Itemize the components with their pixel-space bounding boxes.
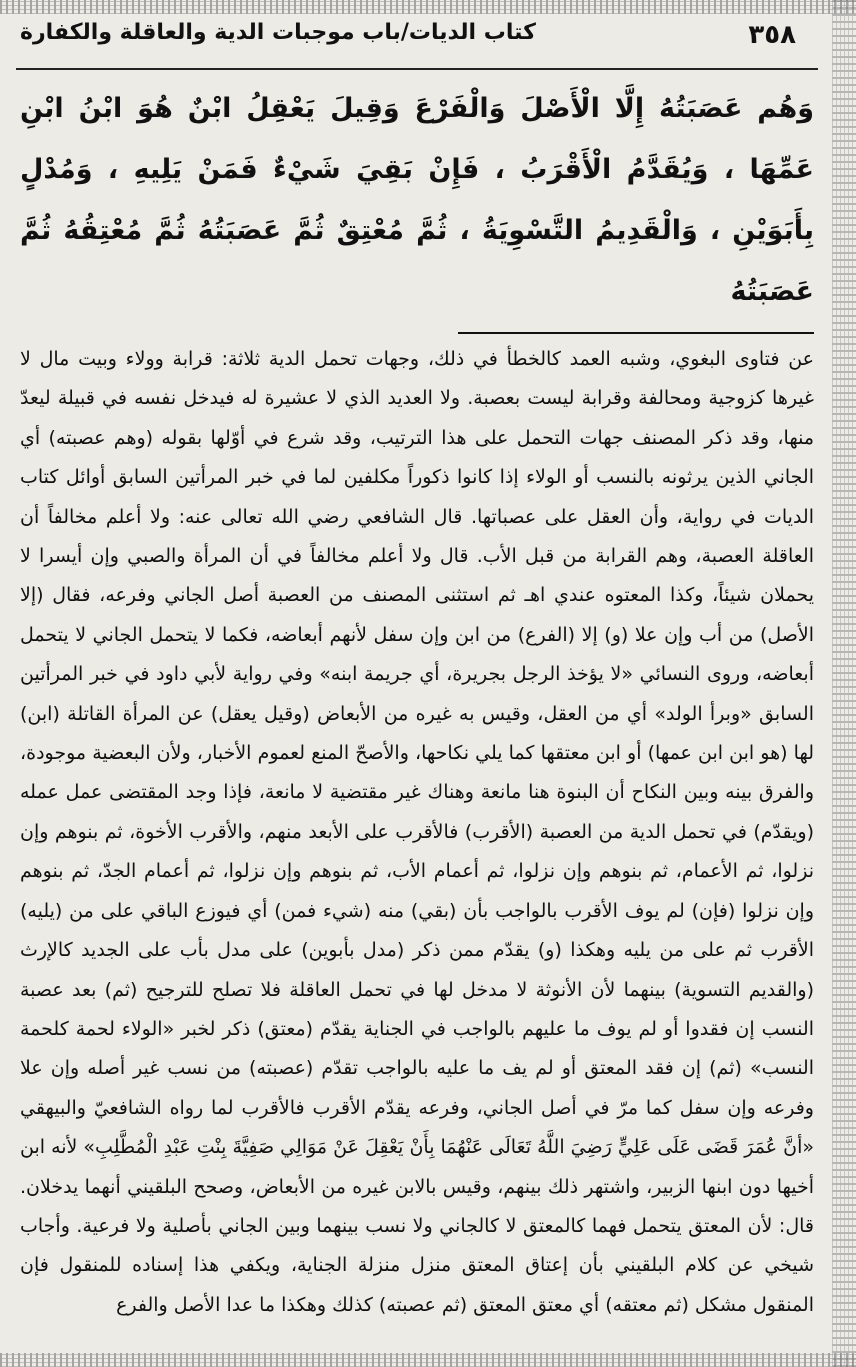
decorative-border-top [0, 0, 856, 14]
page-header [16, 16, 818, 70]
matn-divider [458, 332, 814, 334]
sharh-paragraph: عن فتاوى البغوي، وشبه العمد كالخطأ في ذلك، وجهات تحمل الدية ثلاثة: قرابة وولاء وبيت مال لا غيرها كزوجية ومحالفة وقرابة ليست بعصبة. ولا العديد الذي لا عشيرة له فيدخل نفسه في قبيلة ليعدّ منها، وقد ذكر المصنف جهات التحمل على هذا الترتيب، وقد شرع في أوّلها بقوله (وهم عصبته) أي الجاني الذين يرثونه بالنسب أو الولاء إذا كانوا ذكوراً مكلفين لما في خبر المرأتين السابق أوائل كتاب الديات في رواية، وأن العقل على عصباتها. قال الشافعي رضي الله تعالى عنه: ولا أعلم مخالفاً أن العاقلة العصبة، وهم القرابة من قبل الأب. قال ولا أعلم مخالفاً في أن المرأة والصبي وإن أيسرا لا يحملان شيئاً، وكذا المعتوه عندي اهـ ثم استثنى المصنف من العصبة أصل الجاني وفرعه، فقال (إلا الأصل) من أب وإن علا (و) إلا (الفرع) من ابن وإن سفل لأنهم أبعاضه، فكما لا يتحمل الجاني لا يتحمل أبعاضه، وروى النسائي «لا يؤخذ الرجل بجريرة، أي جريمة ابنه» وفي رواية لأبي داود في خبر المرأتين السابق «وبرأ الولد» أي من العقل، وقيس به غيره من الأبعاض (وقيل يعقل) عن المرأة القاتلة (ابن) لها (هو ابن ابن عمها) أو ابن معتقها كما يلي نكاحها، والأصحّ المنع لعموم الأخبار، ولأن البعضية موجودة، والفرق بينه وبين النكاح أن البنوة هنا مانعة وهناك غير مقتضية لا مانعة، فإذا وجد المقتضى عمل عمله (ويقدّم) في تحمل الدية من العصبة (الأقرب) فالأقرب على الأبعد منهم، والأقرب الأخوة، ثم بنوهم وإن نزلوا، ثم الأعمام، ثم بنوهم وإن نزلوا، ثم أعمام الأب، ثم بنوهم وإن نزلوا، ثم أعمام الجدّ، ثم بنوهم وإن نزلوا (فإن) لم يوف الأقرب بالواجب بأن (بقي) منه (شيء فمن) أي فيوزع الباقي على من (يليه) الأقرب ثم على من يليه وهكذا (و) يقدّم ممن ذكر (مدل بأبوين) على مدل بأب على الجديد كالإرث (والقديم التسوية) بينهما لأن الأنوثة لا مدخل لها في تحمل العاقلة فلا تصلح للترجيح (ثم) بعد عصبة النسب إن فقدوا أو لم يوف ما عليهم بالواجب في الجناية يقدّم (معتق) ذكر لخبر «الولاء لحمة كلحمة النسب» (ثم) إن فقد المعتق أو لم يف ما عليه بالواجب تقدّم (عصبته) من نسب غير أصله وإن علا وفرعه وإن سفل كما مرّ في أصل الجاني، وفرعه يقدّم الأقرب فالأقرب لما رواه الشافعيّ والبيهقي «أنَّ عُمَرَ قَضَى عَلَى عَلِيٍّ رَضِيَ اللَّهُ تَعَالَى عَنْهُمَا بِأَنْ يَعْقِلَ عَنْ مَوَالِي صَفِيَّةَ بِنْتِ عَبْدِ الْمُطَّلِبِ» لأنه ابن أخيها دون ابنها الزبير، واشتهر ذلك بينهم، وقيس بالابن غيره من الأبعاض، وصحح البلقيني أنهما يدخلان. قال: لأن المعتق يتحمل فهما كالمعتق لا كالجاني ولا نسب بينهما وبين الجاني بأصلية ولا فرعية. وأجاب شيخي عن كلام البلقيني بأن إعتاق المعتق منزل منزلة الجناية، ويكفي هذا إسناده للمنقول فإن المنقول مشكل (ثم معتقه) أي معتق المعتق (ثم عصبته) كذلك وهكذا ما عدا الأصل والفرع [20, 348, 814, 1316]
page-number: ٣٥٨ [748, 20, 796, 50]
decorative-border-right [832, 0, 856, 1367]
sharh-commentary [16, 340, 818, 1325]
decorative-border-bottom [0, 1353, 856, 1367]
book-page [16, 16, 818, 1352]
running-title: كتاب الديات/باب موجبات الدية والعاقلة والكفارة [20, 20, 536, 45]
matn-text: وَهُم عَصَبَتُهُ إِلَّا الْأَصْلَ وَالْفَرْعَ وَقِيلَ يَعْقِلُ ابْنٌ هُوَ ابْنُ ابْنِ عَمِّهَا ، وَيُقَدَّمُ الْأَقْرَبُ ، فَإِنْ بَقِيَ شَيْءٌ فَمَنْ يَلِيهِ ، وَمُدْلٍ بِأَبَوَيْنِ ، وَالْقَدِيمُ التَّسْوِيَةُ ، ثُمَّ مُعْتِقٌ ثُمَّ عَصَبَتُهُ ثُمَّ مُعْتِقُهُ ثُمَّ عَصَبَتُهُ [20, 93, 814, 307]
